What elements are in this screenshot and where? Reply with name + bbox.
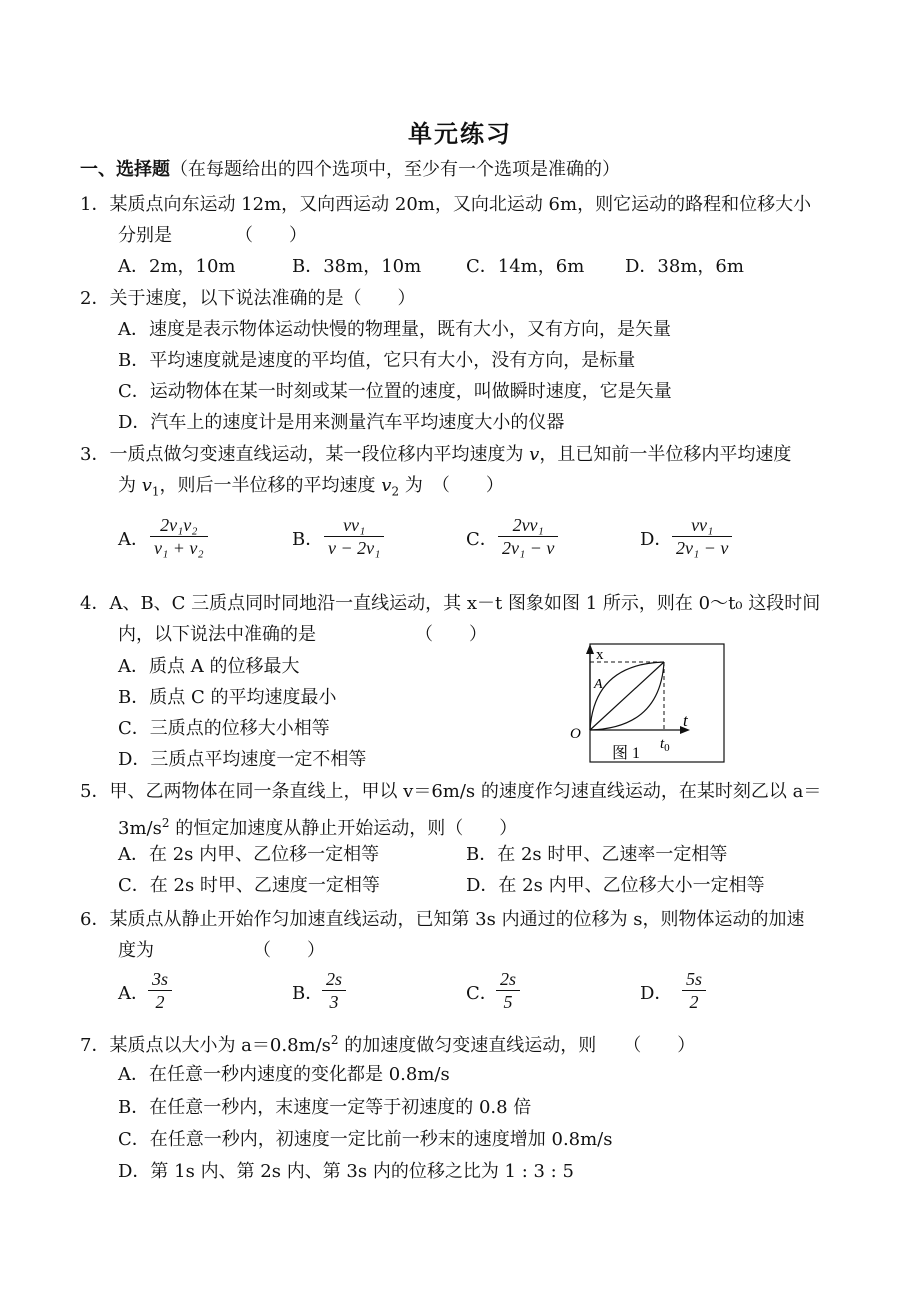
q4-option-c[interactable]: C．三质点的位移大小相等: [118, 718, 330, 739]
q3-sub-1: 1: [151, 484, 160, 499]
figure-1-xt-graph: [568, 640, 728, 766]
q3-option-d[interactable]: D．: [640, 529, 673, 550]
q5-option-a[interactable]: A．在 2s 内甲、乙位移一定相等: [118, 844, 380, 865]
q2-option-b[interactable]: B．平均速度就是速度的平均值，它只有大小，没有方向，是标量: [118, 350, 636, 371]
q3-frac-a-den: v₁ + v₂: [154, 538, 204, 558]
q6-frac-c-den: 5: [503, 992, 513, 1012]
q1-option-c[interactable]: C．14m，6m: [466, 256, 585, 277]
q1-option-d[interactable]: D．38m，6m: [625, 256, 744, 277]
q3-var-v1: v: [141, 475, 152, 496]
origin-label: O: [570, 726, 581, 742]
curve-a-label: A: [594, 677, 603, 692]
q3-frac-b: [324, 514, 384, 559]
q5-stem-line1: 5．甲、乙两物体在同一条直线上，甲以 v＝6m/s 的速度作匀速直线运动，在某时刻乙以 a＝: [80, 781, 822, 802]
page-title: 单元练习: [408, 119, 512, 148]
q1-stem-line2: 分别是 （ ）: [118, 225, 307, 246]
q3-var-v2: v: [381, 475, 392, 496]
q3-option-b[interactable]: B．: [292, 529, 324, 550]
q5-option-d[interactable]: D．在 2s 内甲、乙位移大小一定相等: [466, 875, 765, 896]
q6-frac-c: [496, 968, 520, 1013]
q4-option-a[interactable]: A．质点 A 的位移最大: [118, 656, 300, 677]
q3-frac-d: [672, 514, 732, 559]
q3-frac-c-num: 2vv₁: [512, 515, 544, 535]
q1-option-b[interactable]: B．38m，10m: [292, 256, 422, 277]
t0-label: $t_0$: [660, 736, 670, 754]
q3-stem-line1: [80, 443, 791, 467]
q2-option-c[interactable]: C．运动物体在某一时刻或某一位置的速度，叫做瞬时速度，它是矢量: [118, 381, 672, 402]
q7-text-b: 的加速度做匀变速直线运动，则 （ ）: [338, 1035, 696, 1056]
q6-option-d[interactable]: D．: [640, 983, 673, 1004]
q6-stem-line2: 度为 （ ）: [118, 940, 325, 961]
q6-frac-d: [682, 968, 706, 1013]
q3-var-v: v: [529, 444, 540, 465]
q6-frac-c-num: 2s: [500, 969, 517, 989]
q7-option-b[interactable]: B．在任意一秒内，末速度一定等于初速度的 0.8 倍: [118, 1097, 532, 1118]
q7-option-a[interactable]: A．在任意一秒内速度的变化都是 0.8m/s: [118, 1064, 450, 1085]
q5-option-c[interactable]: C．在 2s 时甲、乙速度一定相等: [118, 875, 380, 896]
q3-text-e: 为 （ ）: [399, 475, 504, 496]
q3-option-c[interactable]: C．: [466, 529, 498, 550]
q6-frac-a: [148, 968, 172, 1013]
q3-text-c: 为: [118, 475, 142, 496]
q5-stem-line2: [118, 811, 517, 841]
q3-frac-c: [498, 514, 558, 559]
q4-option-d[interactable]: D．三质点平均速度一定不相等: [118, 749, 367, 770]
section-note: （在每题给出的四个选项中，至少有一个选项是准确的）: [170, 159, 620, 180]
q2-option-d[interactable]: D．汽车上的速度计是用来测量汽车平均速度大小的仪器: [118, 412, 565, 433]
q5-text-b: 的恒定加速度从静止开始运动，则（ ）: [169, 818, 518, 839]
q6-frac-d-num: 5s: [686, 969, 703, 989]
q6-stem-line1: 6．某质点从静止开始作匀加速直线运动，已知第 3s 内通过的位移为 s，则物体运动的加速: [80, 909, 805, 930]
q7-stem: [80, 1028, 695, 1058]
section-heading: [80, 158, 620, 182]
q6-option-a[interactable]: A．: [118, 983, 149, 1004]
q5-text-a: 3m/s: [118, 818, 162, 839]
q3-frac-a-num: 2v₁v₂: [160, 515, 198, 535]
q6-frac-a-num: 3s: [152, 969, 169, 989]
q3-text-a: 3．一质点做匀变速直线运动，某一段位移内平均速度为: [80, 444, 530, 465]
section-label: 一、选择题: [80, 159, 170, 180]
q7-sup: 2: [330, 1033, 339, 1047]
q6-option-b[interactable]: B．: [292, 983, 324, 1004]
q7-text-a: 7．某质点以大小为 a＝0.8m/s: [80, 1035, 331, 1056]
q4-stem-line2: 内，以下说法中准确的是 （ ）: [118, 624, 487, 645]
q2-option-a[interactable]: A．速度是表示物体运动快慢的物理量，既有大小，又有方向，是矢量: [118, 319, 671, 340]
q5-option-b[interactable]: B．在 2s 时甲、乙速率一定相等: [466, 844, 728, 865]
q4-option-b[interactable]: B．质点 C 的平均速度最小: [118, 687, 337, 708]
q3-text-b: ，且已知前一半位移内平均速度: [539, 444, 792, 465]
q4-stem-line1: 4．A、B、C 三质点同时同地沿一直线运动，其 x－t 图象如图 1 所示，则在 0～t₀ 这段时间: [80, 593, 821, 614]
q3-frac-c-den: 2v₁ − v: [502, 538, 555, 558]
q1-stem-line1: 1．某质点向东运动 12m，又向西运动 20m，又向北运动 6m，则它运动的路程和位移大小: [80, 194, 812, 215]
q3-stem-line2: [118, 474, 504, 504]
q3-sub-2: 2: [391, 484, 400, 499]
q7-option-c[interactable]: C．在任意一秒内，初速度一定比前一秒末的速度增加 0.8m/s: [118, 1129, 613, 1150]
figure-caption: 图 1: [612, 745, 641, 762]
x-axis-arrow-icon: [586, 644, 594, 654]
t-axis-label: t: [683, 711, 688, 730]
q3-text-d: ，则后一半位移的平均速度: [159, 475, 382, 496]
q6-frac-b-num: 2s: [326, 969, 343, 989]
q3-frac-d-num: vv₁: [691, 515, 714, 535]
q3-frac-d-den: 2v₁ − v: [676, 538, 729, 558]
q3-frac-a: [150, 514, 208, 559]
q6-frac-a-den: 2: [155, 992, 165, 1012]
line-b: [590, 662, 664, 730]
q6-frac-b-den: 3: [329, 992, 339, 1012]
q6-frac-b: [322, 968, 346, 1013]
q1-option-a[interactable]: A．2m，10m: [118, 256, 236, 277]
q5-sup: 2: [161, 816, 170, 830]
q6-frac-d-den: 2: [689, 992, 699, 1012]
q3-option-a[interactable]: A．: [118, 529, 149, 550]
q6-option-c[interactable]: C．: [466, 983, 498, 1004]
q7-option-d[interactable]: D．第 1s 内、第 2s 内、第 3s 内的位移之比为 1 : 3 : 5: [118, 1161, 574, 1182]
q3-frac-b-num: vv₁: [343, 515, 366, 535]
q3-frac-b-den: v − 2v₁: [328, 538, 381, 558]
q2-stem: 2．关于速度，以下说法准确的是（ ）: [80, 288, 416, 309]
x-axis-label: x: [596, 647, 604, 663]
